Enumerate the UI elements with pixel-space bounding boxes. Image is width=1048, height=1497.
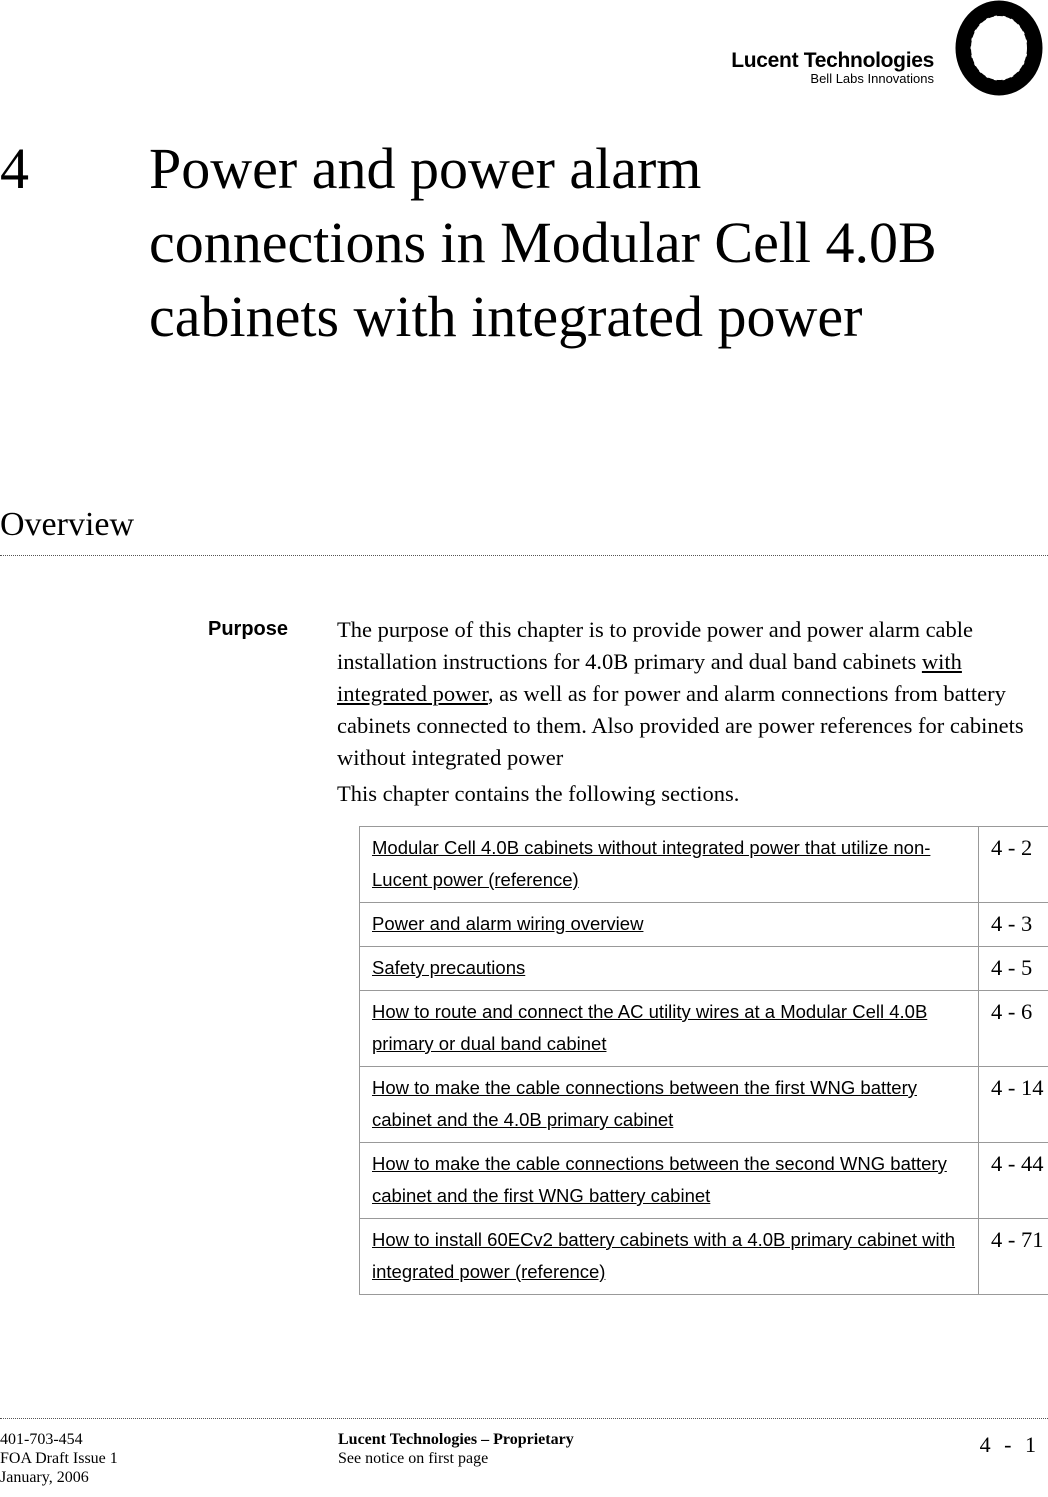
table-row: [360, 991, 1048, 1067]
table-row: [360, 903, 1048, 947]
section-link[interactable]: How to route and connect the AC utility wires at a Modular Cell 4.0B primary or dual band cabinet: [360, 991, 979, 1067]
purpose-paragraph: [337, 614, 1048, 774]
purpose-text-start: The purpose of this chapter is to provide power and power alarm cable installation instructions for 4.0B primary and dual band cabinets: [337, 617, 974, 674]
section-link[interactable]: Power and alarm wiring overview: [360, 903, 979, 947]
section-link[interactable]: How to make the cable connections between the second WNG battery cabinet and the first WNG battery cabinet: [360, 1143, 979, 1219]
lucent-logo: [0, 0, 1048, 110]
section-page: 4 - 71: [979, 1219, 1048, 1295]
table-row: [360, 827, 1048, 903]
footer-issue: FOA Draft Issue 1: [0, 1450, 118, 1467]
footer-doc-info: [0, 1430, 118, 1487]
table-row: [360, 1219, 1048, 1295]
section-heading: Overview: [0, 506, 135, 543]
section-divider: [0, 555, 1048, 556]
innovation-ring-icon: [948, 0, 1048, 100]
section-link[interactable]: Modular Cell 4.0B cabinets without integrated power that utilize non-Lucent power (reference): [360, 827, 979, 903]
footer-company: Lucent Technologies – Proprietary: [338, 1431, 574, 1448]
table-row: [360, 947, 1048, 991]
footer-doc-number: 401-703-454: [0, 1431, 83, 1448]
section-page: 4 - 6: [979, 991, 1048, 1067]
footer-page-number: 4 - 1: [979, 1432, 1036, 1457]
section-link[interactable]: Safety precautions: [360, 947, 979, 991]
logo-company-name: Lucent Technologies: [731, 49, 934, 72]
integrated-power-link[interactable]: with integrated power: [337, 649, 962, 706]
logo-subtitle: Bell Labs Innovations: [810, 71, 934, 86]
section-page: 4 - 2: [979, 827, 1048, 903]
sections-table: [359, 826, 1048, 1295]
footer-divider: [0, 1418, 1048, 1419]
section-link[interactable]: How to make the cable connections between the first WNG battery cabinet and the 4.0B primary cabinet: [360, 1067, 979, 1143]
table-row: [360, 1067, 1048, 1143]
section-page: 4 - 14: [979, 1067, 1048, 1143]
section-page: 4 - 5: [979, 947, 1048, 991]
section-link[interactable]: How to install 60ECv2 battery cabinets with a 4.0B primary cabinet with integrated power (reference): [360, 1219, 979, 1295]
table-row: [360, 1143, 1048, 1219]
footer-proprietary: [338, 1430, 574, 1468]
footer-date: January, 2006: [0, 1469, 89, 1486]
sections-intro: This chapter contains the following sections.: [337, 781, 740, 806]
purpose-text-end: , as well as for power and alarm connections from battery cabinets connected to them. Also provided are power references for cabinets without integrated power: [337, 681, 1024, 770]
section-page: 4 - 44: [979, 1143, 1048, 1219]
section-page: 4 - 3: [979, 903, 1048, 947]
chapter-number: 4: [0, 136, 29, 201]
purpose-label: Purpose: [208, 618, 289, 640]
footer-notice: See notice on first page: [338, 1450, 489, 1467]
chapter-title: Power and power alarm connections in Modular Cell 4.0B cabinets with integrated power: [149, 136, 937, 349]
